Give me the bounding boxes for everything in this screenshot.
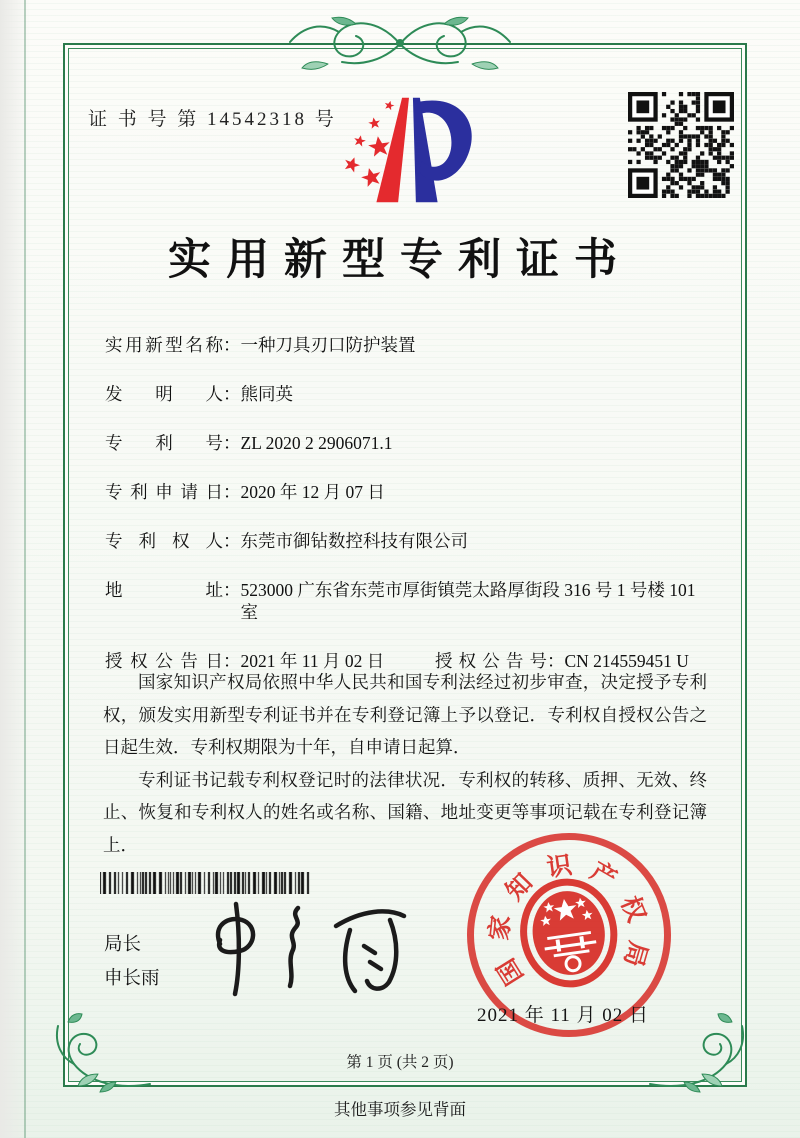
seal-arc-char: 识 [545, 852, 574, 883]
field-label: 地址 [105, 580, 223, 600]
qr-code [628, 92, 734, 198]
field-row-patent-no: 专利号 ： ZL 2020 2 2906071.1 [105, 432, 711, 454]
seal-arc-char: 知 [501, 869, 539, 906]
field-value: 熊同英 [240, 384, 293, 404]
top-flourish-ornament [282, 12, 518, 76]
field-label: 发明人 [105, 384, 223, 404]
field-value: 523000 广东省东莞市厚街镇莞太路厚街段 316 号 1 号楼 101 室 [240, 580, 696, 622]
handwritten-signature [192, 894, 412, 998]
legal-paragraph-1: 国家知识产权局依照中华人民共和国专利法经过初步审查，决定授予专利权，颁发实用新型专利证书并在专利登记簿上予以登记．专利权自授权公告之日起生效．专利权期限为十年，自申请日起算． [103, 672, 707, 758]
field-label: 实用新型名称 [105, 335, 223, 355]
grant-no-value: CN 214559451 U [564, 651, 689, 671]
seal-arc-char: 国 [492, 953, 529, 990]
field-value: ZL 2020 2 2906071.1 [240, 433, 393, 453]
seal-arc-char: 家 [486, 913, 516, 942]
photo-edge-line [24, 0, 26, 1138]
signer-name: 申长雨 [104, 969, 160, 989]
seal-arc-char: 产 [585, 857, 621, 894]
signer-block [104, 928, 160, 996]
field-label: 授权公告号 [435, 651, 547, 671]
field-label: 专利申请日 [105, 482, 223, 502]
field-label: 专利权人 [105, 531, 223, 551]
field-label: 授权公告日 [105, 651, 223, 671]
seal-arc-char: 局 [618, 938, 652, 970]
legal-text-block [103, 666, 707, 861]
field-label: 专利号 [105, 433, 223, 453]
page-number: 第 1 页 (共 2 页) [346, 1054, 454, 1071]
cnipa-patent-logo-icon [333, 84, 481, 216]
field-value: 2020 年 12 月 07 日 [240, 482, 385, 502]
certificate-title: 实用新型专利证书 [168, 237, 632, 284]
grant-no-group: 授权公告号 ： CN 214559451 U [435, 650, 711, 672]
seal-date: 2021 年 11 月 02 日 [476, 1005, 650, 1026]
seal-arc-char: 权 [615, 892, 650, 926]
legal-paragraph-2: 专利证书记载专利权登记时的法律状况．专利权的转移、质押、无效、终止、恢复和专利权人的姓名或名称、国籍、地址变更等事项记载在专利登记簿上． [103, 769, 707, 855]
field-row-address: 地址 ： 523000 广东省东莞市厚街镇莞太路厚街段 316 号 1 号楼 101 室 [105, 579, 711, 623]
field-row-inventor: 发明人 ： 熊同英 [105, 383, 711, 405]
field-list [105, 334, 711, 672]
field-row-name: 实用新型名称 ： 一种刀具刃口防护装置 [105, 334, 711, 356]
grant-date-group: 授权公告日 ： 2021 年 11 月 02 日 [105, 650, 435, 672]
field-value: 东莞市御钻数控科技有限公司 [240, 531, 468, 551]
back-side-note: 其他事项参见背面 [334, 1100, 466, 1119]
barcode-1d [100, 872, 310, 894]
field-row-patentee: 专利权人 ： 东莞市御钻数控科技有限公司 [105, 530, 711, 552]
national-emblem-icon [513, 872, 625, 995]
signer-title: 局长 [104, 935, 142, 955]
grant-date-value: 2021 年 11 月 02 日 [240, 651, 385, 671]
field-value: 一种刀具刃口防护装置 [240, 335, 416, 355]
field-row-filing-date: 专利申请日 ： 2020 年 12 月 07 日 [105, 481, 711, 503]
certificate-number: 证 书 号 第 14542318 号 [88, 109, 337, 130]
